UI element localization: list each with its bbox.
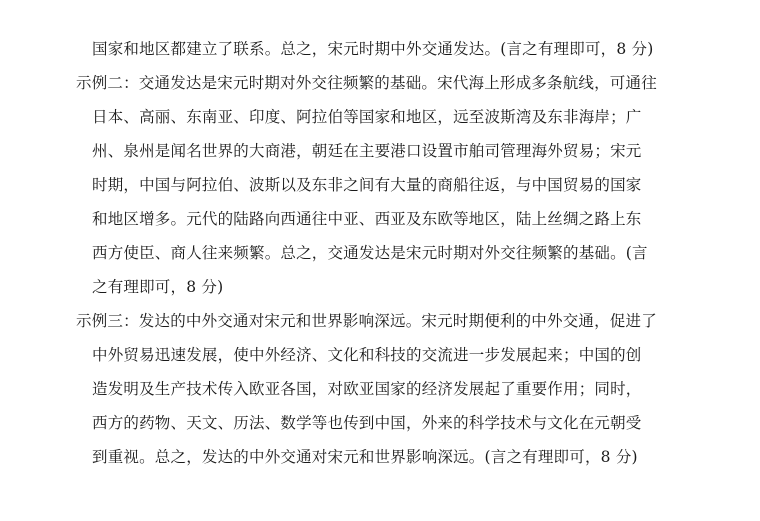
text-line-3: 日本、高丽、东南亚、印度、阿拉伯等国家和地区，远至波斯湾及东非海岸；广: [92, 108, 642, 126]
text-line-8: 之有理即可，8 分): [92, 278, 224, 296]
text-line-5: 时期，中国与阿拉伯、波斯以及东非之间有大量的商船往返，与中国贸易的国家: [92, 176, 642, 194]
text-line-4: 州、泉州是闻名世界的大商港，朝廷在主要港口设置市舶司管理海外贸易；宋元: [92, 142, 642, 160]
text-line-10: 中外贸易迅速发展，使中外经济、文化和科技的交流进一步发展起来；中国的创: [92, 346, 642, 364]
text-line-13: 到重视。总之，发达的中外交通对宋元和世界影响深远。(言之有理即可，8 分): [92, 448, 638, 466]
text-line-2: 示例二：交通发达是宋元时期对外交往频繁的基础。宋代海上形成多条航线，可通往: [76, 74, 657, 92]
text-line-11: 造发明及生产技术传入欧亚各国，对欧亚国家的经济发展起了重要作用；同时，: [92, 380, 642, 398]
text-line-9: 示例三：发达的中外交通对宋元和世界影响深远。宋元时期便利的中外交通，促进了: [76, 312, 657, 330]
text-line-6: 和地区增多。元代的陆路向西通往中亚、西亚及东欧等地区，陆上丝绸之路上东: [92, 210, 642, 228]
text-line-7: 西方使臣、商人往来频繁。总之，交通发达是宋元时期对外交往频繁的基础。(言: [92, 244, 648, 262]
text-line-12: 西方的药物、天文、历法、数学等也传到中国，外来的科学技术与文化在元朝受: [92, 414, 642, 432]
text-line-1: 国家和地区都建立了联系。总之，宋元时期中外交通发达。(言之有理即可，8 分): [92, 40, 654, 58]
